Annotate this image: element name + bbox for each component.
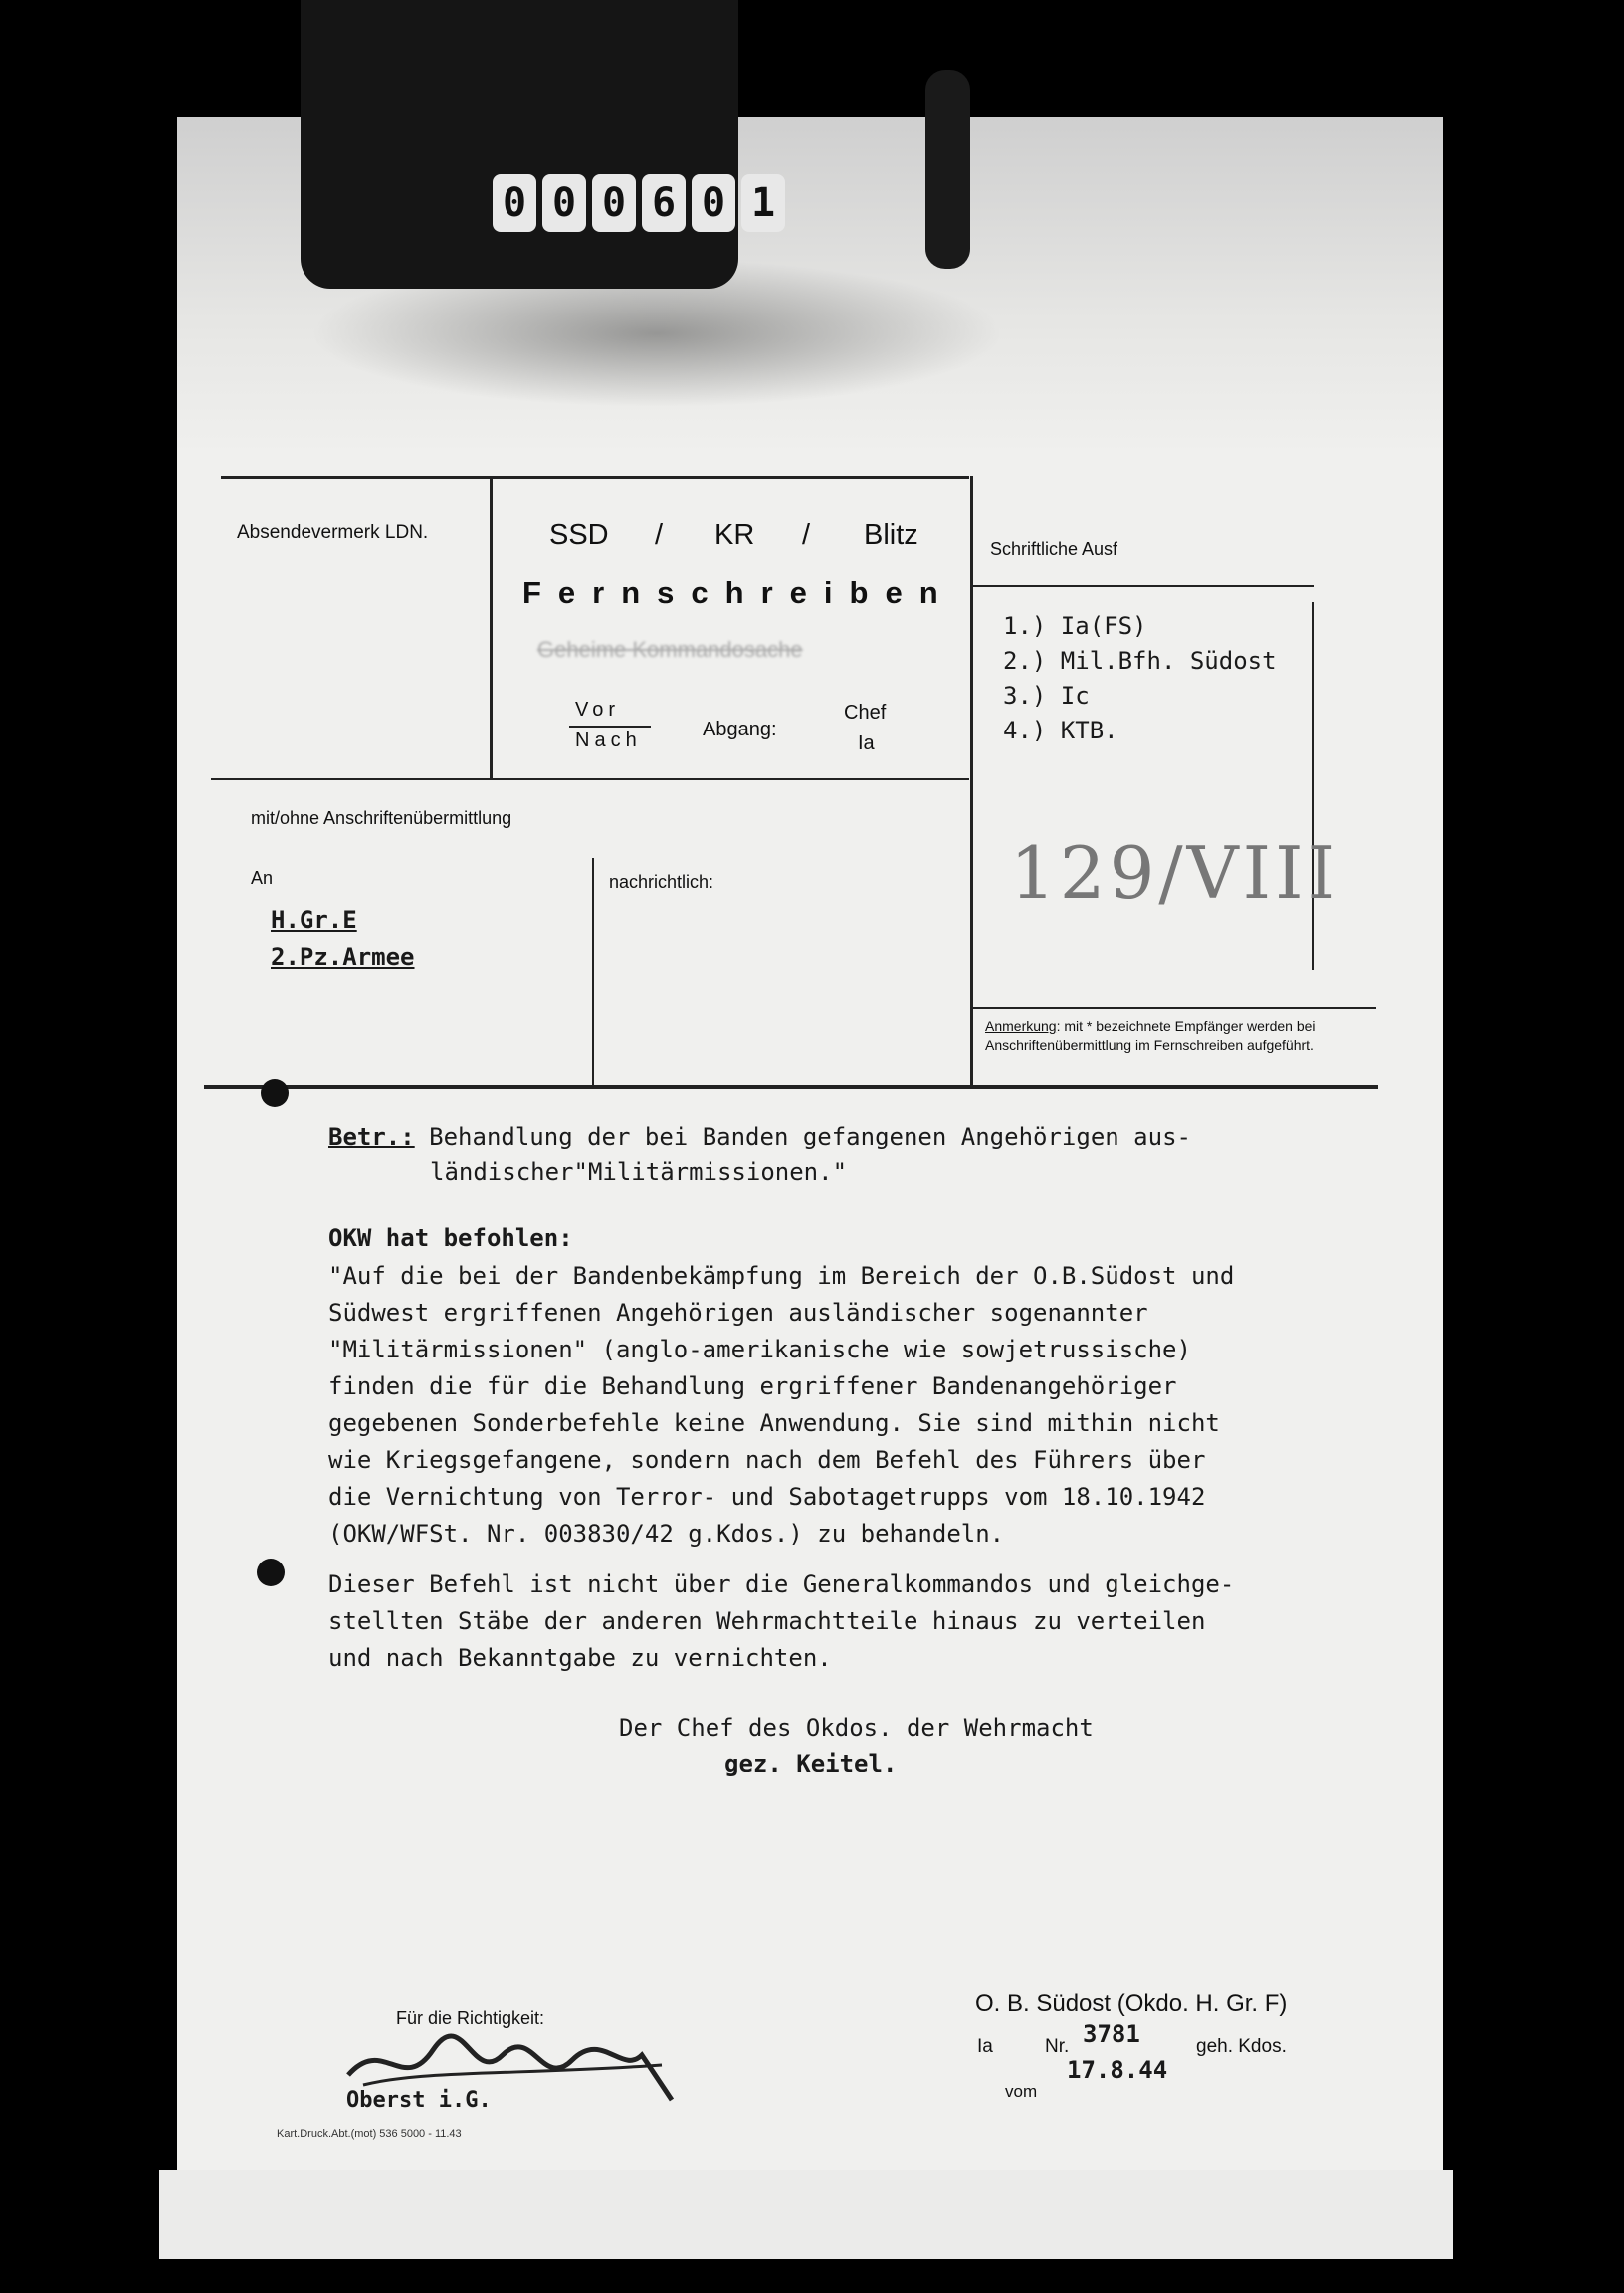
issuing-organization: O. B. Südost (Okdo. H. Gr. F) [975, 1990, 1288, 2017]
counter-knob [925, 70, 970, 269]
nach-label: Nach [575, 730, 642, 751]
form-middle-border [211, 778, 969, 780]
priority-separator: / [655, 520, 664, 551]
handwritten-reference: 129/VIII [1010, 831, 1340, 915]
body-line: finden die für die Behandlung ergriffener Bandenangehöriger [328, 1372, 1177, 1400]
frame-counter-digits [493, 174, 785, 232]
subject-label: Betr.: [328, 1123, 415, 1150]
note-text [985, 1017, 1363, 1055]
distribution-top-border [970, 585, 1314, 587]
note-top-border [970, 1007, 1376, 1009]
nr-value: 3781 [1083, 2020, 1140, 2048]
footer-ia: Ia [977, 2036, 993, 2057]
counter-digit: 6 [642, 174, 686, 232]
certify-label: Für die Richtigkeit: [396, 2008, 545, 2028]
body-line: (OKW/WFSt. Nr. 003830/42 g.Kdos.) zu behandeln. [328, 1520, 1005, 1548]
counter-digit: 0 [692, 174, 735, 232]
subject-text-1: Behandlung der bei Banden gefangenen Angehörigen aus- [429, 1123, 1191, 1150]
counter-digit: 1 [741, 174, 785, 232]
chef-label: Chef [844, 702, 887, 724]
an-label: An [251, 868, 274, 888]
document-date: 17.8.44 [1067, 2056, 1168, 2084]
body-line: die Vernichtung von Terror- und Sabotagetrupps vom 18.10.1942 [328, 1483, 1206, 1511]
recipient-2pz-armee: 2.Pz.Armee [271, 943, 415, 971]
distribution-item: 4.) KTB. [1003, 717, 1118, 744]
priority-separator: / [802, 520, 811, 551]
signer-rank: Oberst i.G. [346, 2088, 492, 2113]
body-line: "Militärmissionen" (anglo-amerikanische wie sowjetrussische) [328, 1336, 1191, 1363]
address-option: mit/ohne Anschriftenübermittlung [251, 808, 512, 828]
closing-line: Der Chef des Okdos. der Wehrmacht [619, 1714, 1094, 1742]
form-divider-right [970, 476, 973, 1089]
nr-label: Nr. [1045, 2036, 1070, 2057]
body-line: gegebenen Sonderbefehle keine Anwendung. Sie sind mithin nicht [328, 1409, 1220, 1437]
print-shop-note: Kart.Druck.Abt.(mot) 536 5000 - 11.43 [277, 2128, 462, 2140]
priority-blitz: Blitz [864, 520, 918, 551]
body-line: "Auf die bei der Bandenbekämpfung im Bereich der O.B.Südost und [328, 1262, 1235, 1290]
distribution-item: 3.) Ic [1003, 682, 1090, 710]
nachrichtlich-label: nachrichtlich: [609, 872, 714, 892]
abgang-label: Abgang: [703, 719, 777, 740]
geh-kdos-label: geh. Kdos. [1196, 2036, 1287, 2057]
counter-digit: 0 [592, 174, 636, 232]
body-line: Südwest ergriffenen Angehörigen ausländischer sogenannter [328, 1299, 1148, 1327]
ia-label: Ia [858, 732, 875, 754]
body-line: stellten Stäbe der anderen Wehrmachtteile hinaus zu verteilen [328, 1607, 1206, 1635]
form-title: Fernschreiben [522, 575, 955, 610]
sheet-bottom-edge [159, 2170, 1453, 2259]
frame-counter-device [301, 0, 738, 289]
vor-nach-rule [569, 726, 651, 728]
distribution-right-border [1312, 602, 1314, 970]
form-top-border [221, 476, 969, 479]
body-line: und nach Bekanntgabe zu vernichten. [328, 1644, 832, 1672]
distribution-item: 2.) Mil.Bfh. Südost [1003, 647, 1277, 675]
vor-label: Vor [575, 699, 621, 721]
header-bottom-border [204, 1085, 1378, 1089]
body-line: Dieser Befehl ist nicht über die Generalkommandos und gleichge- [328, 1570, 1235, 1598]
note-title: Anmerkung [985, 1018, 1057, 1034]
form-divider-left [490, 476, 493, 780]
sender-label: Absendevermerk LDN. [237, 522, 429, 543]
subject-text-2: ländischer"Militärmissionen." [430, 1158, 848, 1186]
struck-classification: Geheime Kommandosache [537, 637, 803, 662]
recipient-hgr-e: H.Gr.E [271, 906, 357, 934]
closing-signature: gez. Keitel. [724, 1750, 898, 1777]
vom-label: vom [1005, 2082, 1038, 2101]
punch-hole [261, 1079, 289, 1107]
form-divider-recipients [592, 858, 594, 1087]
body-line: wie Kriegsgefangene, sondern nach dem Befehl des Führers über [328, 1446, 1206, 1474]
subject-line [328, 1123, 1191, 1150]
counter-digit: 0 [493, 174, 536, 232]
written-distribution-label: Schriftliche Ausf [990, 539, 1118, 559]
body-intro: OKW hat befohlen: [328, 1224, 573, 1252]
punch-hole [257, 1559, 285, 1586]
distribution-item: 1.) Ia(FS) [1003, 612, 1147, 640]
priority-ssd: SSD [549, 520, 609, 551]
counter-digit: 0 [542, 174, 586, 232]
note-body: : mit * bezeichnete Empfänger werden bei Anschriftenübermittlung im Fernschreiben aufgeführt. [985, 1018, 1316, 1053]
priority-kr: KR [714, 520, 755, 551]
